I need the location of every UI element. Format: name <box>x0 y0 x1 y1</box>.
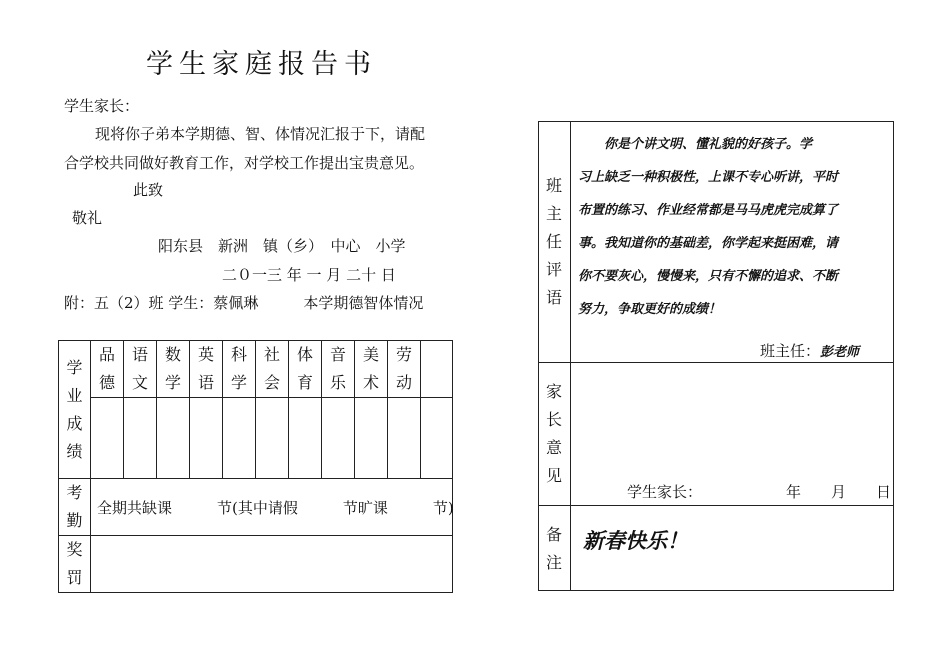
grade-cell <box>223 398 256 479</box>
grade-cell <box>289 398 322 479</box>
comment-line: 你是个讲文明、懂礼貌的好孩子。学 <box>578 137 813 152</box>
subject-header: 英 语 <box>190 341 223 398</box>
subject-header <box>421 341 453 398</box>
grade-cell <box>124 398 157 479</box>
academic-label-cell: 学 业 成 绩 <box>59 341 91 479</box>
grade-cell <box>190 398 223 479</box>
appendix-line: 附：五（2）班 学生：蔡佩琳 本学期德智体情况 <box>64 294 424 312</box>
label-divider <box>570 121 571 591</box>
comment-line: 努力，争取更好的成绩！ <box>578 302 722 317</box>
subject-header: 社 会 <box>256 341 289 398</box>
grade-cell <box>322 398 355 479</box>
notes-text: 新春快乐！ <box>583 529 688 553</box>
school-name: 阳东县 新洲 镇（乡） 中心 小学 <box>158 237 406 255</box>
awards-label-cell: 奖 罚 <box>59 536 91 593</box>
teacher-sign-label: 班主任： <box>760 342 821 360</box>
subject-header: 语 文 <box>124 341 157 398</box>
teacher-sign-name: 彭老师 <box>820 345 860 360</box>
report-date: 二０一三 年 一 月 二十 日 <box>222 266 396 284</box>
notes-label: 备 注 <box>545 524 562 572</box>
parent-signature: 学生家长： <box>627 483 703 501</box>
parent-date: 年 月 日 <box>786 483 892 501</box>
attendance-text: 全期共缺课 节(其中请假 节旷课 节) <box>91 479 453 536</box>
grade-cell <box>388 398 421 479</box>
subject-header: 科 学 <box>223 341 256 398</box>
subject-header: 品 德 <box>91 341 124 398</box>
grades-table <box>58 340 453 593</box>
parent-opinion-label: 家 长 意 见 <box>545 382 562 485</box>
teacher-signature <box>760 340 859 361</box>
body-line-2: 合学校共同做好教育工作，对学校工作提出宝贵意见。 <box>64 154 425 172</box>
subject-header: 美 术 <box>355 341 388 398</box>
row-divider-1 <box>538 362 894 363</box>
subject-header: 数 学 <box>157 341 190 398</box>
salutation: 学生家长： <box>64 97 140 115</box>
grade-cell <box>256 398 289 479</box>
comment-line: 习上缺乏一种积极性，上课不专心听讲，平时 <box>578 170 839 185</box>
awards-cell <box>91 536 453 593</box>
grade-cell <box>355 398 388 479</box>
subject-header: 劳 动 <box>388 341 421 398</box>
teacher-comment <box>578 128 888 326</box>
grade-cell <box>91 398 124 479</box>
closing-jingli: 敬礼 <box>72 209 103 227</box>
grade-cell <box>421 398 453 479</box>
subject-header: 音 乐 <box>322 341 355 398</box>
row-divider-2 <box>538 505 894 506</box>
comment-line: 你不要灰心，慢慢来，只有不懈的追求、不断 <box>578 269 839 284</box>
report-title: 学生家庭报告书 <box>146 49 377 80</box>
subject-header: 体 育 <box>289 341 322 398</box>
closing-cizhi: 此致 <box>133 181 164 199</box>
teacher-comment-label: 班 主 任 评 语 <box>545 175 562 307</box>
comment-line: 布置的练习、作业经常都是马马虎虎完成算了 <box>578 203 839 218</box>
body-line-1: 现将你子弟本学期德、智、体情况汇报于下，请配 <box>95 125 426 143</box>
attendance-label-cell: 考 勤 <box>59 479 91 536</box>
grade-cell <box>157 398 190 479</box>
comment-line: 事。我知道你的基础差，你学起来挺困难，请 <box>578 236 839 251</box>
